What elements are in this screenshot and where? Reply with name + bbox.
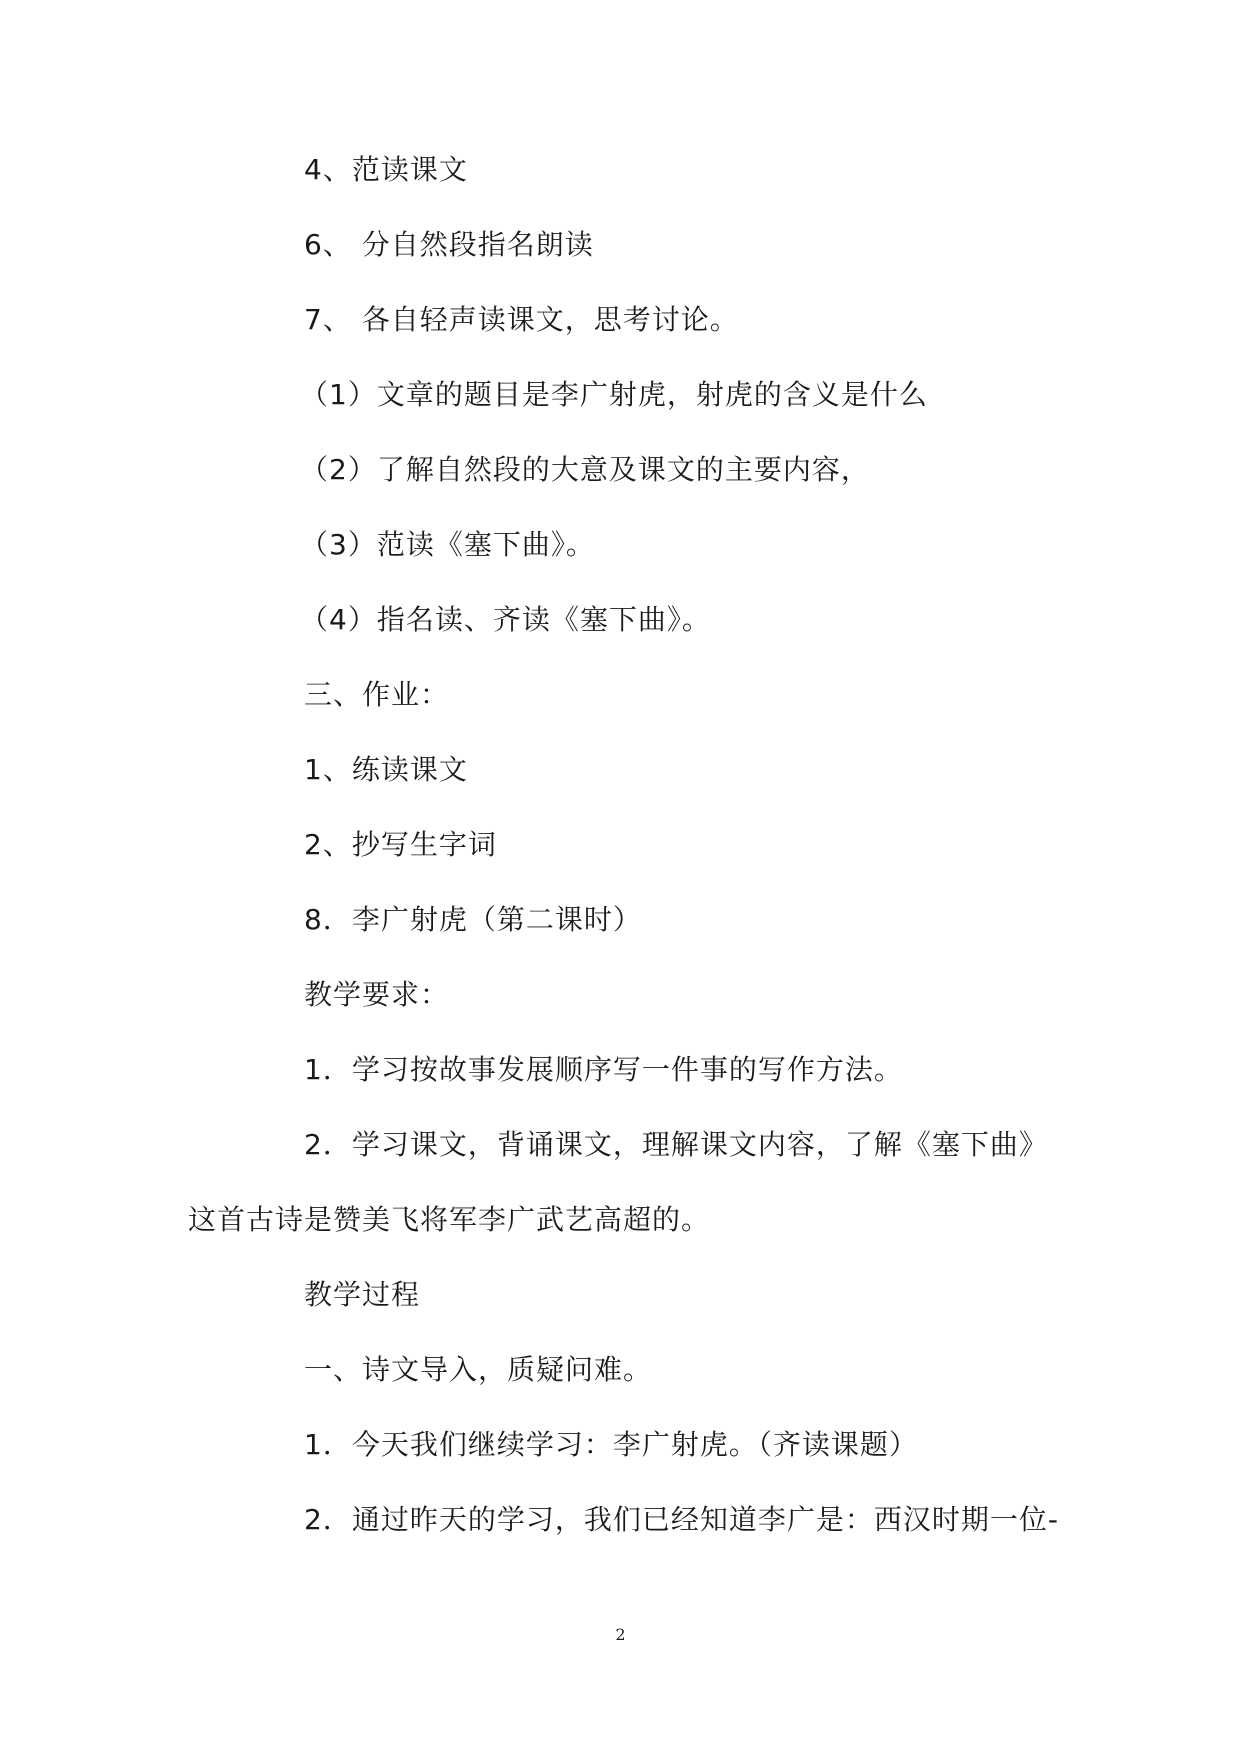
text-line: 2．学习课文，背诵课文，理解课文内容，了解《塞下曲》 [304, 1128, 1048, 1161]
lesson-title: 8．李广射虎（第二课时） [304, 903, 642, 936]
text-line: （3）范读《塞下曲》。 [300, 528, 595, 561]
section-heading: 教学要求： [304, 978, 450, 1011]
text-line: 1．学习按故事发展顺序写一件事的写作方法。 [304, 1053, 903, 1086]
text-line: 6、 分自然段指名朗读 [304, 228, 594, 261]
section-heading: 三、作业： [304, 678, 450, 711]
text-line: 1．今天我们继续学习：李广射虎。（齐读课题） [304, 1428, 918, 1461]
text-line: 2．通过昨天的学习，我们已经知道李广是：西汉时期一位- [304, 1503, 1059, 1536]
text-line: 2、抄写生字词 [304, 828, 497, 861]
page-number: 2 [615, 1625, 626, 1644]
text-line: （4）指名读、齐读《塞下曲》。 [300, 603, 711, 636]
text-line: （1）文章的题目是李广射虎，射虎的含义是什么 [300, 378, 928, 411]
text-line: 4、范读课文 [304, 153, 468, 186]
text-line: （2）了解自然段的大意及课文的主要内容， [300, 453, 870, 486]
text-line: 7、 各自轻声读课文，思考讨论。 [304, 303, 739, 336]
section-heading: 教学过程 [304, 1278, 421, 1311]
text-line: 1、练读课文 [304, 753, 468, 786]
text-line-continuation: 这首古诗是赞美飞将军李广武艺高超的。 [188, 1203, 711, 1236]
text-line: 一、诗文导入，质疑问难。 [304, 1353, 653, 1386]
